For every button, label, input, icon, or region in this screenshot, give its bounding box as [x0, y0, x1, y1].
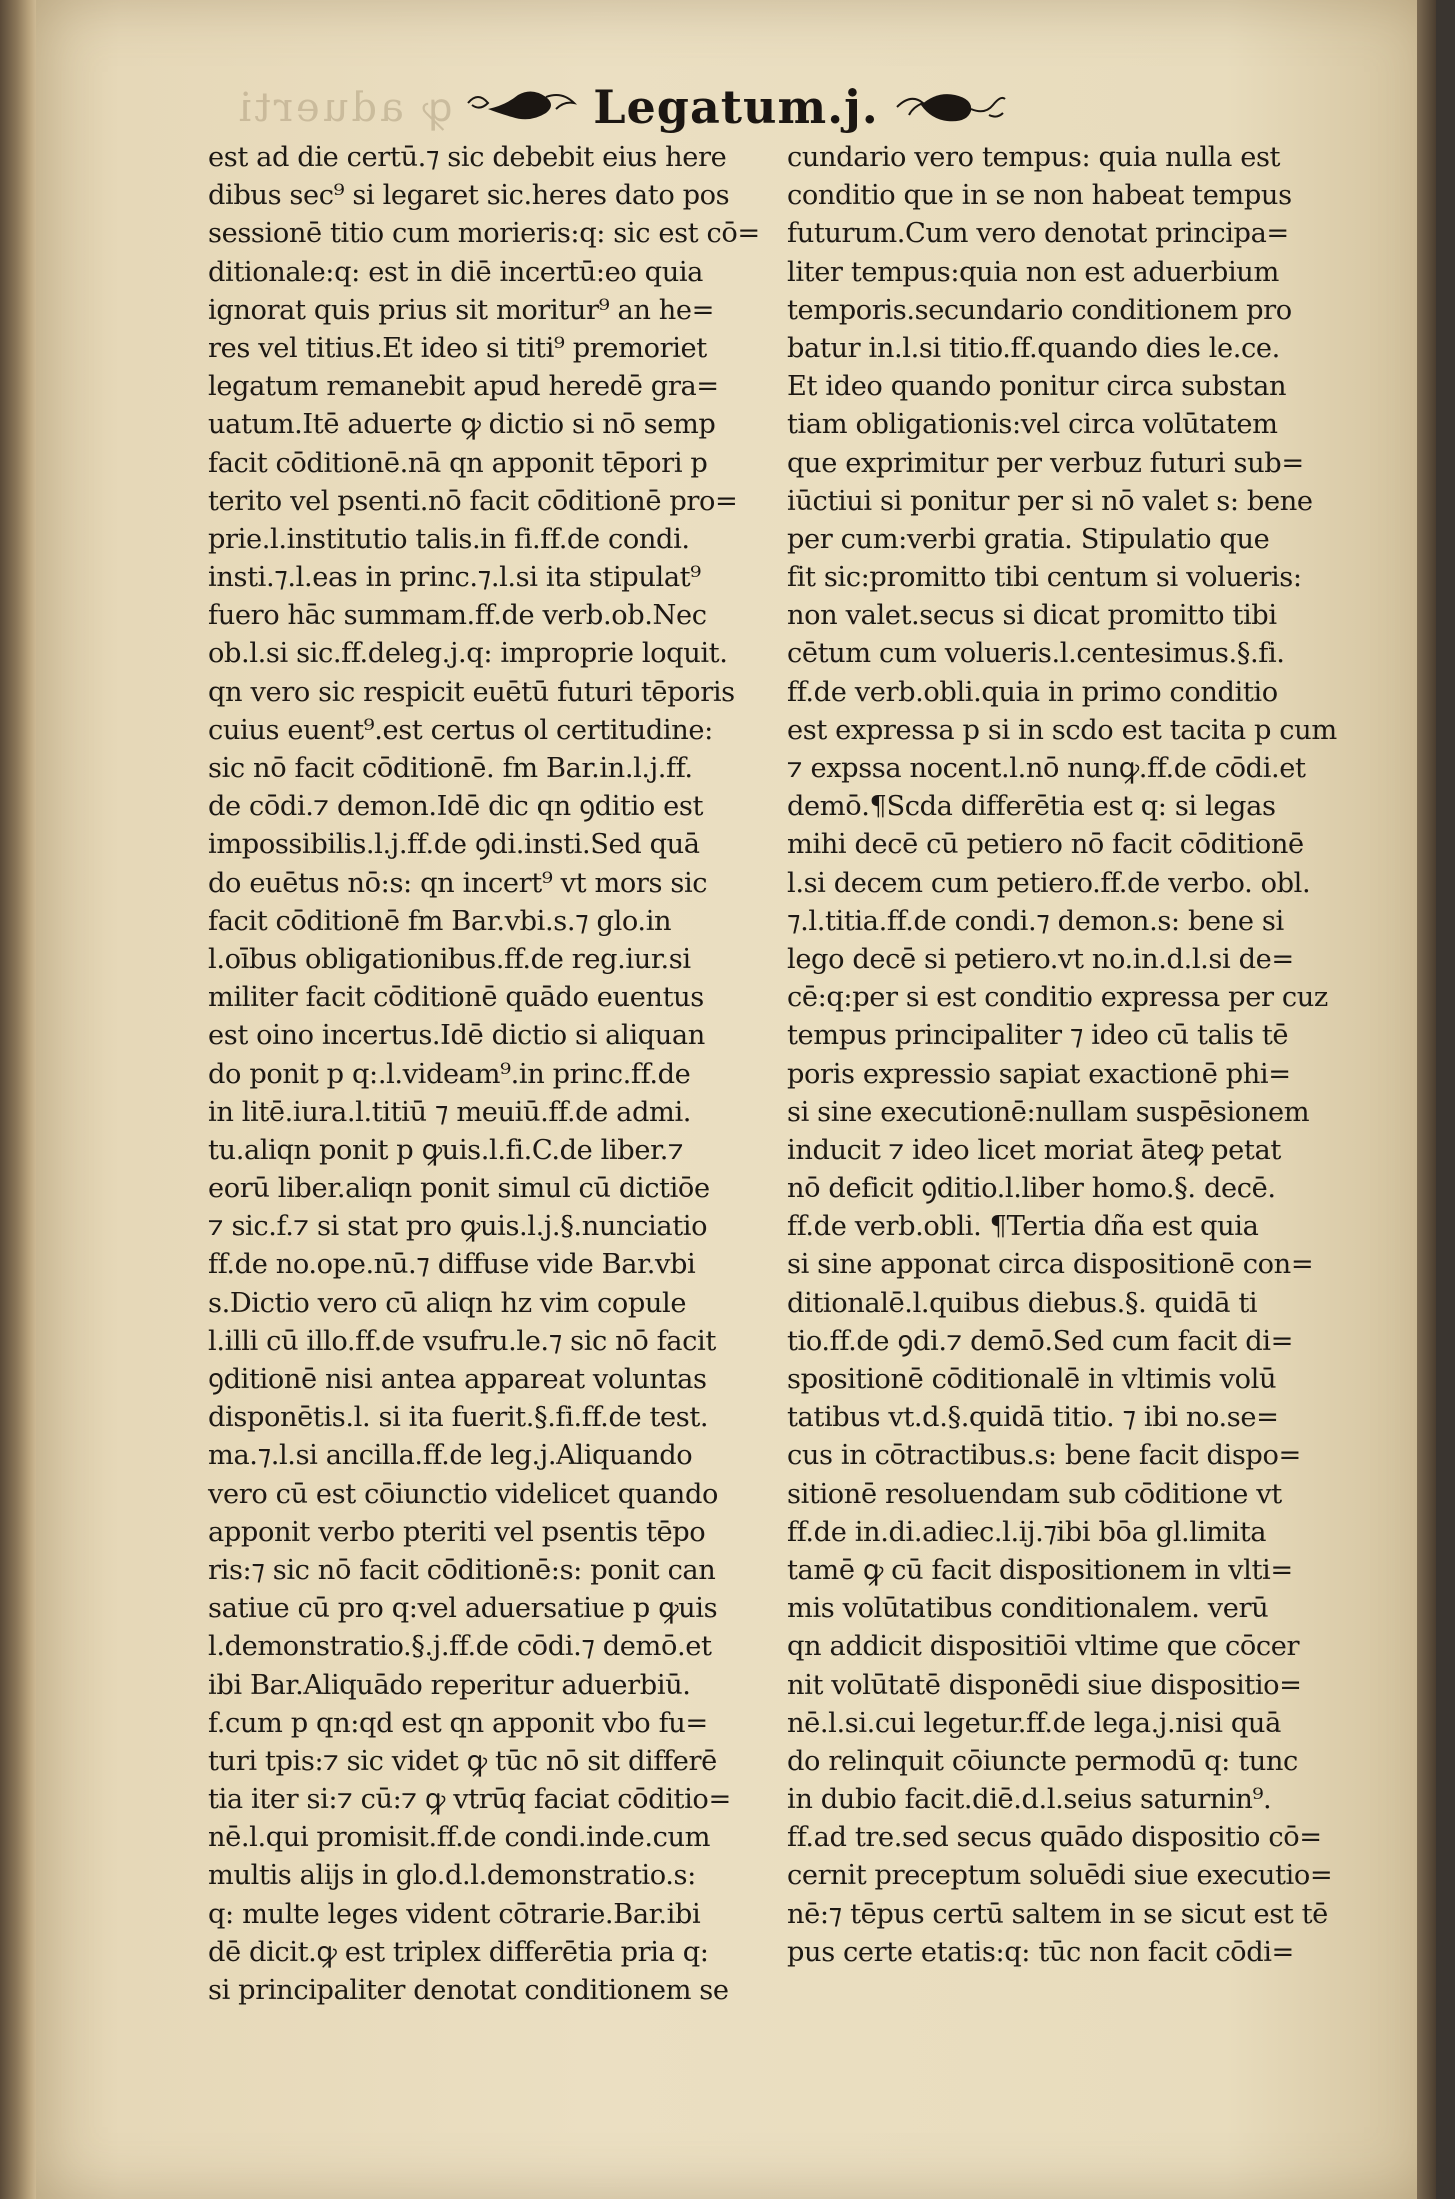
text-line: apponit verbo pteriti vel psentis tēpo	[208, 1515, 706, 1548]
book-page	[36, 0, 1436, 2199]
text-line: si principaliter denotat conditionem se	[208, 1974, 729, 2006]
text-line: cundario vero tempus: quia nulla est	[787, 141, 1281, 173]
text-line: eorū liber.aliqn ponit simul cū dictiōe	[208, 1172, 710, 1205]
text-line: ditionale:q: est in diē incertū:eo quia	[208, 255, 704, 288]
text-line: sessionē titio cum morieris:q: sic est cō=	[208, 217, 760, 250]
text-line: ob.l.si sic.ff.deleg.j.q: improprie loquit.	[208, 637, 728, 670]
bleed-through-text: ꝙ aduerti	[236, 85, 453, 131]
text-line: cē:q:per si est conditio expressa per cuz	[787, 981, 1328, 1014]
text-line: ibi Bar.Aliquādo reperitur aduerbiū.	[208, 1668, 691, 1701]
text-line: sic nō facit cōditionē. fm Bar.in.l.j.ff.	[208, 752, 693, 784]
text-line: cētum cum volueris.l.centesimus.§.fi.	[787, 637, 1285, 670]
text-line: ff.de in.di.adiec.l.ij.⁊ibi bōa gl.limita	[787, 1515, 1267, 1548]
text-line: multis alijs in glo.d.l.demonstratio.s:	[208, 1859, 696, 1892]
text-line: facit cōditionē fm Bar.vbi.s.⁊ glo.in	[208, 904, 672, 937]
text-line: nē:⁊ tēpus certū saltem in se sicut est tē	[787, 1897, 1328, 1930]
text-line: si sine apponat circa dispositionē con=	[787, 1248, 1314, 1281]
text-line: disponētis.l. si ita fuerit.§.fi.ff.de test.	[208, 1401, 709, 1434]
text-line: tempus principaliter ⁊ ideo cū talis tē	[787, 1019, 1289, 1052]
text-line: tio.ff.de ꝯdi.⁊ demō.Sed cum facit di=	[787, 1324, 1294, 1357]
text-line: poris expressio sapiat exactionē phi=	[787, 1057, 1291, 1090]
text-line: inducit ⁊ ideo licet moriat āteꝙ petat	[787, 1133, 1281, 1166]
text-line: ff.ad tre.sed secus quādo dispositio cō=	[787, 1821, 1322, 1854]
text-line: uatum.Itē aduerte ꝙ dictio si nō semp	[208, 408, 716, 441]
text-line: turi tpis:⁊ sic videt ꝙ tūc nō sit differē	[208, 1744, 717, 1777]
text-line: l.si decem cum petiero.ff.de verbo. obl.	[787, 866, 1311, 899]
left-column	[208, 138, 788, 2009]
text-line: f.cum p qn:qd est qn apponit vbo fu=	[208, 1706, 708, 1739]
text-line: que exprimitur per verbuz futuri sub=	[787, 446, 1304, 479]
text-line: res vel titius.Et ideo si titi⁹ premoriet	[208, 331, 707, 364]
text-line: mis volūtatibus conditionalem. verū	[787, 1592, 1269, 1625]
text-line: insti.⁊.l.eas in princ.⁊.l.si ita stipulat⁹	[208, 561, 701, 594]
text-line: temporis.secundario conditionem pro	[787, 293, 1292, 326]
text-line: facit cōditionē.nā qn apponit tēpori p	[208, 446, 708, 479]
text-line: si sine executionē:nullam suspēsionem	[787, 1095, 1310, 1128]
text-line: nō deficit ꝯditio.l.liber homo.§. decē.	[787, 1172, 1276, 1205]
text-line: s.Dictio vero cū aliqn hz vim copule	[208, 1286, 687, 1319]
text-line: conditio que in se non habeat tempus	[787, 179, 1292, 212]
text-line: do relinquit cōiuncte permodū q: tunc	[787, 1744, 1298, 1777]
text-line: ꝯditionē nisi antea appareat voluntas	[208, 1363, 707, 1395]
page-edge	[1417, 0, 1436, 2199]
text-line: lego decē si petiero.vt no.in.d.l.si de=	[787, 942, 1294, 975]
text-line: prie.l.institutio talis.in fi.ff.de condi.	[208, 522, 690, 555]
text-line: mihi decē cū petiero nō facit cōditionē	[787, 828, 1304, 861]
text-line: vero cū est cōiunctio videlicet quando	[208, 1477, 719, 1510]
text-line: tatibus vt.d.§.quidā titio. ⁊ ibi no.se=	[787, 1401, 1279, 1434]
text-line: ⁊ sic.f.⁊ si stat pro ꝙuis.l.j.§.nunciatio	[208, 1210, 708, 1243]
text-line: tu.aliqn ponit p ꝙuis.l.fi.C.de liber.⁊	[208, 1133, 684, 1166]
text-line: futurum.Cum vero denotat principa=	[787, 217, 1289, 250]
text-line: ff.de verb.obli. ¶Tertia dña est quia	[787, 1210, 1259, 1243]
text-line: dibus sec⁹ si legaret sic.heres dato pos	[208, 179, 730, 212]
book-binding	[0, 0, 36, 2199]
text-line: ⁊ expssa nocent.l.nō nunꝙ.ff.de cōdi.et	[787, 752, 1306, 784]
text-line: in dubio facit.diē.d.l.seius saturnin⁹.	[787, 1783, 1272, 1816]
text-line: est ad die certū.⁊ sic debebit eius here	[208, 141, 727, 173]
text-line: do euētus nō:s: qn incert⁹ vt mors sic	[208, 866, 708, 899]
text-line: liter tempus:quia non est aduerbium	[787, 255, 1279, 288]
text-line: do ponit p q:.l.videam⁹.in princ.ff.de	[208, 1057, 691, 1090]
text-line: ignorat quis prius sit moritur⁹ an he=	[208, 293, 715, 326]
text-line: ris:⁊ sic nō facit cōditionē:s: ponit can	[208, 1553, 716, 1586]
text-line: in litē.iura.l.titiū ⁊ meuiū.ff.de admi.	[208, 1095, 692, 1128]
text-line: l.illi cū illo.ff.de vsufru.le.⁊ sic nō facit	[208, 1324, 716, 1357]
text-line: satiue cū pro q:vel aduersatiue p ꝙuis	[208, 1592, 718, 1625]
text-line: qn addicit dispositiōi vltime que cōcer	[787, 1630, 1300, 1663]
text-line: l.demonstratio.§.j.ff.de cōdi.⁊ demō.et	[208, 1630, 712, 1663]
text-line: ff.de no.ope.nū.⁊ diffuse vide Bar.vbi	[208, 1248, 696, 1281]
text-line: ⁊.l.titia.ff.de condi.⁊ demon.s: bene si	[787, 904, 1284, 937]
text-line: cernit preceptum soluēdi siue executio=	[787, 1859, 1333, 1892]
text-line: non valet.secus si dicat promitto tibi	[787, 599, 1277, 632]
text-line: iūctiui si ponitur per si nō valet s: bene	[787, 484, 1313, 517]
left-ornament-icon	[464, 87, 579, 127]
running-head: Legatum.j.	[593, 80, 879, 134]
text-line: fuero hāc summam.ff.de verb.ob.Nec	[208, 599, 707, 632]
text-line: est expressa p si in scdo est tacita p cum	[787, 713, 1337, 746]
text-line: terito vel psenti.nō facit cōditionē pro=	[208, 484, 738, 517]
text-line: de cōdi.⁊ demon.Idē dic qn ꝯditio est	[208, 790, 704, 823]
text-line: Et ideo quando ponitur circa substan	[787, 370, 1287, 403]
text-line: impossibilis.l.j.ff.de ꝯdi.insti.Sed quā	[208, 828, 700, 861]
text-line: militer facit cōditionē quādo euentus	[208, 981, 704, 1014]
text-line: nē.l.qui promisit.ff.de condi.inde.cum	[208, 1821, 711, 1854]
text-line: ma.⁊.l.si ancilla.ff.de leg.j.Aliquando	[208, 1439, 693, 1472]
text-line: pus certe etatis:q: tūc non facit cōdi=	[787, 1935, 1295, 1968]
page-header	[36, 80, 1436, 134]
text-line: fit sic:promitto tibi centum si volueris:	[787, 561, 1302, 594]
text-line: ditionalē.l.quibus diebus.§. quidā ti	[787, 1286, 1258, 1319]
text-line: nē.l.si.cui legetur.ff.de lega.j.nisi quā	[787, 1706, 1281, 1739]
text-line: dē dicit.ꝙ est triplex differētia pria q:	[208, 1935, 709, 1968]
text-line: tamē ꝙ cū facit dispositionem in vlti=	[787, 1553, 1293, 1586]
text-line: tiam obligationis:vel circa volūtatem	[787, 408, 1278, 441]
text-line: spositionē cōditionalē in vltimis volū	[787, 1363, 1277, 1395]
text-line: per cum:verbi gratia. Stipulatio que	[787, 522, 1270, 555]
text-line: sitionē resoluendam sub cōditione vt	[787, 1477, 1282, 1510]
text-line: est oino incertus.Idē dictio si aliquan	[208, 1019, 705, 1052]
text-line: demō.¶Scda differētia est q: si legas	[787, 790, 1276, 823]
text-line: tia iter si:⁊ cū:⁊ ꝙ vtrūq faciat cōditio=	[208, 1783, 731, 1816]
text-line: l.oībus obligationibus.ff.de reg.iur.si	[208, 942, 691, 975]
right-column	[787, 138, 1367, 1971]
text-line: q: multe leges vident cōtrarie.Bar.ibi	[208, 1897, 701, 1930]
text-line: ff.de verb.obli.quia in primo conditio	[787, 675, 1278, 708]
text-line: nit volūtatē disponēdi siue dispositio=	[787, 1668, 1302, 1701]
right-ornament-icon	[893, 87, 1008, 127]
text-line: qn vero sic respicit euētū futuri tēporis	[208, 675, 735, 708]
text-line: cuius euent⁹.est certus ol certitudine:	[208, 713, 713, 746]
text-line: legatum remanebit apud heredē gra=	[208, 370, 719, 403]
text-line: batur in.l.si titio.ff.quando dies le.ce.	[787, 331, 1280, 364]
text-line: cus in cōtractibus.s: bene facit dispo=	[787, 1439, 1301, 1472]
